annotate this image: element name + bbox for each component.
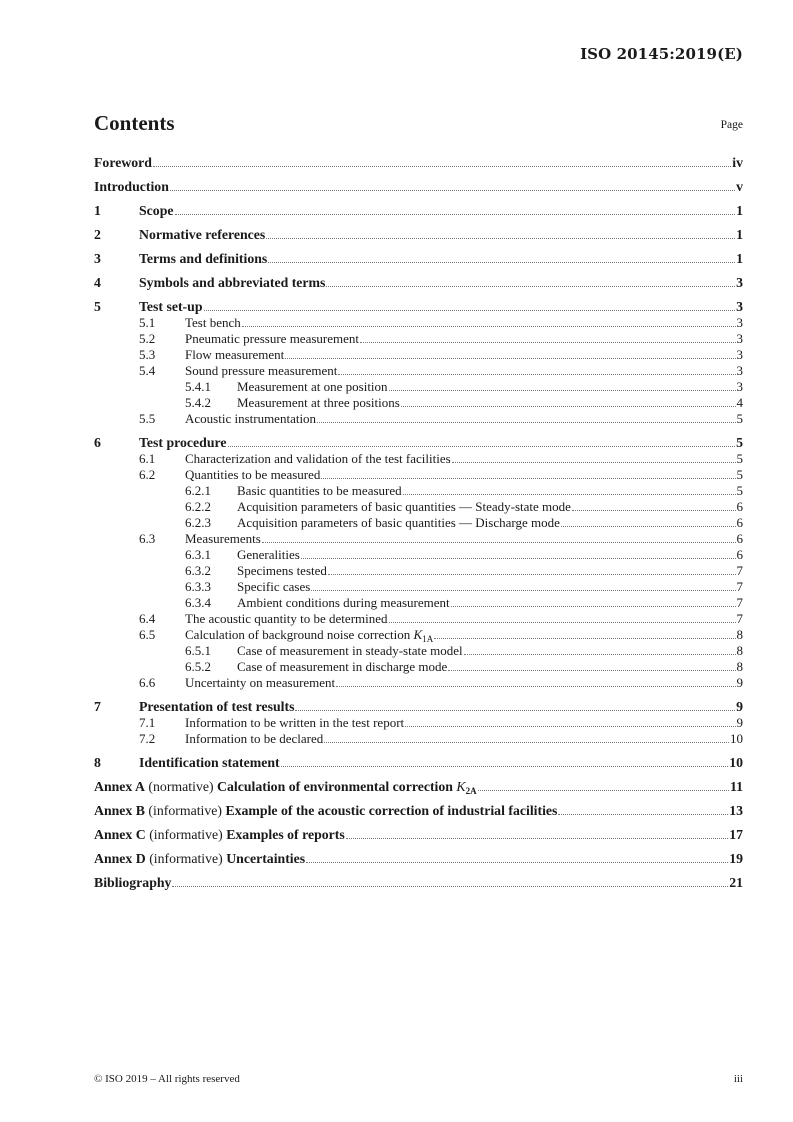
toc-entry-page: 11: [729, 779, 743, 794]
toc-entry-title-text: Measurement at one position: [237, 379, 388, 394]
toc-entry-title: [185, 627, 433, 643]
toc-entry-title-text: Test bench: [185, 315, 241, 330]
toc-entry-title: [185, 731, 323, 747]
toc-entry[interactable]: [94, 611, 743, 627]
toc-entry-title: [185, 347, 284, 363]
toc-entry-number: 6.1: [139, 451, 156, 466]
toc-entry-title-text: Sound pressure measurement: [185, 363, 338, 378]
toc-entry-number: 5.4.1: [185, 379, 211, 394]
toc-entry-number: 8: [94, 755, 101, 770]
toc-bibliography-entry[interactable]: [94, 875, 743, 891]
math-subscript: 1A: [422, 634, 434, 644]
toc-entry-title-text: Information to be written in the test report: [185, 715, 405, 730]
toc-entry-page: 21: [729, 875, 743, 890]
dot-leader: [336, 685, 735, 687]
toc-entry-title-text: Test set-up: [139, 299, 203, 314]
dot-leader: [478, 789, 729, 791]
toc-entry-title-text: Information to be declared: [185, 731, 324, 746]
toc-entry-page: 5: [736, 483, 743, 498]
toc-entry[interactable]: [94, 547, 743, 563]
toc-entry-title: [139, 203, 174, 219]
toc-entry-page: 1: [736, 203, 743, 218]
dot-leader: [360, 341, 736, 343]
toc-entry-title-text: Presentation of test results: [139, 699, 295, 714]
toc-entry[interactable]: [94, 203, 743, 219]
toc-entry-page: 3: [736, 363, 743, 378]
toc-entry-page: 6: [736, 531, 743, 546]
toc-entry-title: [237, 395, 400, 411]
toc-entry[interactable]: [94, 731, 743, 747]
toc-entry-page: 9: [736, 699, 743, 714]
dot-leader: [317, 421, 735, 423]
dot-leader: [172, 885, 728, 887]
toc-entry[interactable]: [94, 675, 743, 691]
toc-entry-number: 6.2: [139, 467, 156, 482]
toc-entry[interactable]: [94, 227, 743, 243]
toc-entry-title: Bibliography: [94, 875, 172, 890]
toc-entry-page: 5: [736, 411, 743, 426]
toc-entry-title-text: Specific cases: [237, 579, 311, 594]
dot-leader: [153, 165, 731, 167]
toc-entry-number: 6.3.2: [185, 563, 211, 578]
toc-entry-title-text: The acoustic quantity to be determined: [185, 611, 388, 626]
toc-entry-number: 7.1: [139, 715, 156, 730]
toc-entry-page: 17: [729, 827, 743, 842]
toc-entry-page: 6: [736, 547, 743, 562]
dot-leader: [405, 725, 735, 727]
toc-entry-title: [139, 251, 267, 267]
annex-label: Annex D: [94, 851, 146, 866]
toc-entry[interactable]: [94, 483, 743, 499]
toc-entry-page: 3: [736, 331, 743, 346]
toc-entry-title: [237, 659, 447, 675]
toc-entry-number: 6.2.1: [185, 483, 211, 498]
toc-entry-number: 5.5: [139, 411, 156, 426]
toc-entry[interactable]: [94, 515, 743, 531]
annex-title: Examples of reports: [226, 827, 345, 842]
dot-leader: [572, 509, 736, 511]
annex-label: Annex C: [94, 827, 146, 842]
toc-entry-page: v: [736, 179, 743, 194]
toc-entry[interactable]: [94, 715, 743, 731]
toc-entry-number: 6.3.4: [185, 595, 211, 610]
document-id: ISO 20145:2019(E): [580, 45, 743, 63]
toc-entry-title-text: Foreword: [94, 155, 152, 170]
toc-entry-title: [139, 275, 325, 291]
toc-entry[interactable]: [94, 363, 743, 379]
dot-leader: [448, 669, 735, 671]
toc-entry-number: 4: [94, 275, 101, 290]
toc-entry[interactable]: [94, 435, 743, 451]
toc-entry-title: [185, 531, 261, 547]
toc-entry-title-text: Generalities: [237, 547, 300, 562]
toc-entry-title: [94, 155, 152, 171]
dot-leader: [285, 357, 735, 359]
toc-entry-number: 5.1: [139, 315, 156, 330]
toc-entry-number: 6.2.3: [185, 515, 211, 530]
toc-entry-number: 5.4.2: [185, 395, 211, 410]
copyright-notice: © ISO 2019 – All rights reserved: [94, 1073, 240, 1085]
dot-leader: [175, 213, 736, 215]
toc-entry-page: 9: [736, 675, 743, 690]
dot-leader: [338, 373, 735, 375]
dot-leader: [403, 493, 736, 495]
toc-entry[interactable]: [94, 499, 743, 515]
toc-entry[interactable]: [94, 699, 743, 715]
dot-leader: [268, 261, 735, 263]
dot-leader: [326, 285, 735, 287]
toc-entry-number: 6.5.2: [185, 659, 211, 674]
toc-entry[interactable]: [94, 467, 743, 483]
toc-entry-number: 5.3: [139, 347, 156, 362]
toc-entry[interactable]: [94, 451, 743, 467]
toc-entry[interactable]: [94, 347, 743, 363]
dot-leader: [434, 637, 735, 639]
dot-leader: [301, 557, 736, 559]
dot-leader: [561, 525, 736, 527]
dot-leader: [266, 237, 735, 239]
toc-entry-title-text: Characterization and validation of the test facilities: [185, 451, 451, 466]
toc-entry-title-text: Measurement at three positions: [237, 395, 400, 410]
page-number: iii: [733, 1073, 743, 1085]
toc-entry-page: 5: [736, 435, 743, 450]
toc-entry[interactable]: [94, 275, 743, 291]
toc-entry[interactable]: [94, 331, 743, 347]
toc-entry-title: [139, 699, 294, 715]
toc-entry-number: 5: [94, 299, 101, 314]
toc-entry-title: [139, 227, 265, 243]
toc-entry-page: 4: [736, 395, 743, 410]
dot-leader: [389, 621, 736, 623]
toc-entry-title-text: Scope: [139, 203, 174, 218]
toc-entry-number: 7.2: [139, 731, 156, 746]
toc-entry-title: [237, 483, 402, 499]
toc-entry-title: [185, 363, 337, 379]
dot-leader: [328, 573, 736, 575]
toc-annex-entry[interactable]: [94, 803, 743, 819]
toc-entry-page: 3: [736, 299, 743, 314]
toc-entry-number: 6.3.3: [185, 579, 211, 594]
toc-entry-title: [139, 435, 227, 451]
toc-entry-title-text: Acquisition parameters of basic quantities — Steady-state mode: [237, 499, 571, 514]
dot-leader: [242, 325, 736, 327]
toc-entry-number: 6.5: [139, 627, 156, 642]
toc-entry-title: [237, 379, 388, 395]
toc-entry-page: 8: [736, 643, 743, 658]
math-symbol: K: [456, 779, 466, 794]
toc-entry-title: [94, 779, 477, 795]
dot-leader: [295, 709, 735, 711]
toc-entry-page: 6: [736, 499, 743, 514]
annex-title: Uncertainties: [226, 851, 306, 866]
toc-entry[interactable]: [94, 755, 743, 771]
dot-leader: [401, 405, 736, 407]
toc-entry-title-text: Ambient conditions during measurement: [237, 595, 450, 610]
annex-title: Calculation of environmental correction: [217, 779, 457, 794]
toc-entry-title: [94, 179, 169, 195]
toc-entry-page: 7: [736, 563, 743, 578]
dot-leader: [228, 445, 736, 447]
toc-entry[interactable]: [94, 379, 743, 395]
toc-entry[interactable]: [94, 395, 743, 411]
toc-entry[interactable]: [94, 179, 743, 195]
toc-entry-page: 7: [736, 595, 743, 610]
toc-entry-title: [185, 451, 451, 467]
toc-entry[interactable]: [94, 155, 743, 171]
toc-entry[interactable]: [94, 563, 743, 579]
toc-entry[interactable]: [94, 595, 743, 611]
toc-entry-page: 3: [736, 275, 743, 290]
toc-entry-title-text: Specimens tested: [237, 563, 327, 578]
toc-entry-title: [185, 331, 359, 347]
toc-entry-title: [237, 563, 327, 579]
annex-kind: (normative): [144, 779, 218, 794]
table-of-contents: [94, 155, 743, 891]
toc-entry-page: 3: [736, 315, 743, 330]
toc-entry-title-text: Flow measurement: [185, 347, 285, 362]
toc-entry-page: 5: [736, 467, 743, 482]
toc-entry-title-text: Basic quantities to be measured: [237, 483, 402, 498]
dot-leader: [324, 741, 729, 743]
math-symbol: K: [413, 627, 423, 642]
toc-entry-number: 6: [94, 435, 101, 450]
toc-entry-number: 6.3.1: [185, 547, 211, 562]
annex-label: Annex A: [94, 779, 145, 794]
dot-leader: [389, 389, 736, 391]
toc-entry-title-text: Acoustic instrumentation: [185, 411, 317, 426]
toc-entry-title-text: Calculation of background noise correction: [185, 627, 414, 642]
toc-entry[interactable]: [94, 627, 743, 643]
toc-entry-title: [237, 515, 560, 531]
toc-annex-entry[interactable]: [94, 779, 743, 795]
toc-entry-title: [237, 547, 300, 563]
toc-entry-title: [185, 715, 404, 731]
toc-entry-number: 5.2: [139, 331, 156, 346]
toc-entry-title: [94, 851, 305, 867]
toc-entry-title-text: Introduction: [94, 179, 169, 194]
toc-entry-page: 9: [736, 715, 743, 730]
toc-entry-title-text: Identification statement: [139, 755, 280, 770]
toc-entry-title: [185, 467, 320, 483]
toc-entry-title-text: Terms and definitions: [139, 251, 268, 266]
toc-entry-title: [94, 827, 345, 843]
toc-entry-number: 3: [94, 251, 101, 266]
toc-entry-number: 6.3: [139, 531, 156, 546]
toc-entry[interactable]: [94, 411, 743, 427]
dot-leader: [170, 189, 735, 191]
dot-leader: [262, 541, 736, 543]
toc-entry-page: 5: [736, 451, 743, 466]
toc-entry-page: 3: [736, 379, 743, 394]
dot-leader: [452, 461, 736, 463]
toc-entry-title: [185, 411, 316, 427]
toc-annex-entry[interactable]: [94, 827, 743, 843]
toc-entry-title: [237, 595, 450, 611]
contents-heading: Contents: [94, 111, 175, 135]
toc-entry-title-text: Quantities to be measured: [185, 467, 321, 482]
toc-entry-page: 1: [736, 227, 743, 242]
toc-entry-page: 3: [736, 347, 743, 362]
toc-entry-title: [237, 579, 310, 595]
toc-entry-title-text: Test procedure: [139, 435, 227, 450]
toc-entry-number: 6.6: [139, 675, 156, 690]
toc-annex-entry[interactable]: [94, 851, 743, 867]
toc-entry-title: [237, 643, 463, 659]
toc-entry-title: [139, 299, 203, 315]
dot-leader: [281, 765, 729, 767]
dot-leader: [464, 653, 736, 655]
toc-entry-title-text: Acquisition parameters of basic quantities — Discharge mode: [237, 515, 560, 530]
toc-entry-title-text: Symbols and abbreviated terms: [139, 275, 326, 290]
toc-entry[interactable]: [94, 315, 743, 331]
toc-entry-title-text: Uncertainty on measurement: [185, 675, 336, 690]
toc-entry-title-text: Pneumatic pressure measurement: [185, 331, 359, 346]
toc-entry-page: 13: [729, 803, 743, 818]
dot-leader: [451, 605, 736, 607]
toc-entry-page: 7: [736, 579, 743, 594]
toc-entry-page: 8: [736, 627, 743, 642]
page-column-label: Page: [720, 119, 743, 131]
toc-entry-page: 10: [729, 755, 743, 770]
toc-entry-page: 7: [736, 611, 743, 626]
toc-entry-number: 7: [94, 699, 101, 714]
toc-entry-title: [185, 611, 388, 627]
dot-leader: [346, 837, 728, 839]
toc-entry-title: [94, 803, 557, 819]
annex-label: Annex B: [94, 803, 145, 818]
toc-entry-title-text: Normative references: [139, 227, 266, 242]
toc-entry-page: 1: [736, 251, 743, 266]
toc-entry-title: [237, 499, 571, 515]
annex-kind: (informative): [144, 803, 226, 818]
toc-entry-page: 10: [730, 731, 743, 746]
toc-entry[interactable]: [94, 659, 743, 675]
toc-entry-title-text: Case of measurement in discharge mode: [237, 659, 448, 674]
toc-entry-page: 6: [736, 515, 743, 530]
toc-entry-number: 5.4: [139, 363, 156, 378]
toc-entry[interactable]: [94, 299, 743, 315]
annex-kind: (informative): [145, 851, 227, 866]
toc-entry-page: 8: [736, 659, 743, 674]
annex-kind: (informative): [145, 827, 227, 842]
toc-entry-title: [185, 315, 241, 331]
toc-entry-title: [185, 675, 335, 691]
dot-leader: [311, 589, 735, 591]
toc-entry-page: iv: [732, 155, 743, 170]
toc-entry[interactable]: [94, 251, 743, 267]
annex-title: Example of the acoustic correction of industrial facilities: [225, 803, 558, 818]
dot-leader: [306, 861, 728, 863]
toc-entry[interactable]: [94, 643, 743, 659]
toc-entry-number: 6.5.1: [185, 643, 211, 658]
toc-entry-number: 6.4: [139, 611, 156, 626]
toc-entry-title-text: Measurements: [185, 531, 261, 546]
toc-entry-page: 19: [729, 851, 743, 866]
toc-entry-number: 1: [94, 203, 101, 218]
dot-leader: [204, 309, 736, 311]
toc-entry[interactable]: [94, 531, 743, 547]
math-subscript: 2A: [465, 786, 477, 796]
toc-entry-title: [139, 755, 280, 771]
toc-entry-title-text: Case of measurement in steady-state model: [237, 643, 463, 658]
dot-leader: [558, 813, 728, 815]
toc-entry-number: 6.2.2: [185, 499, 211, 514]
dot-leader: [321, 477, 735, 479]
toc-entry-number: 2: [94, 227, 101, 242]
toc-entry[interactable]: [94, 579, 743, 595]
